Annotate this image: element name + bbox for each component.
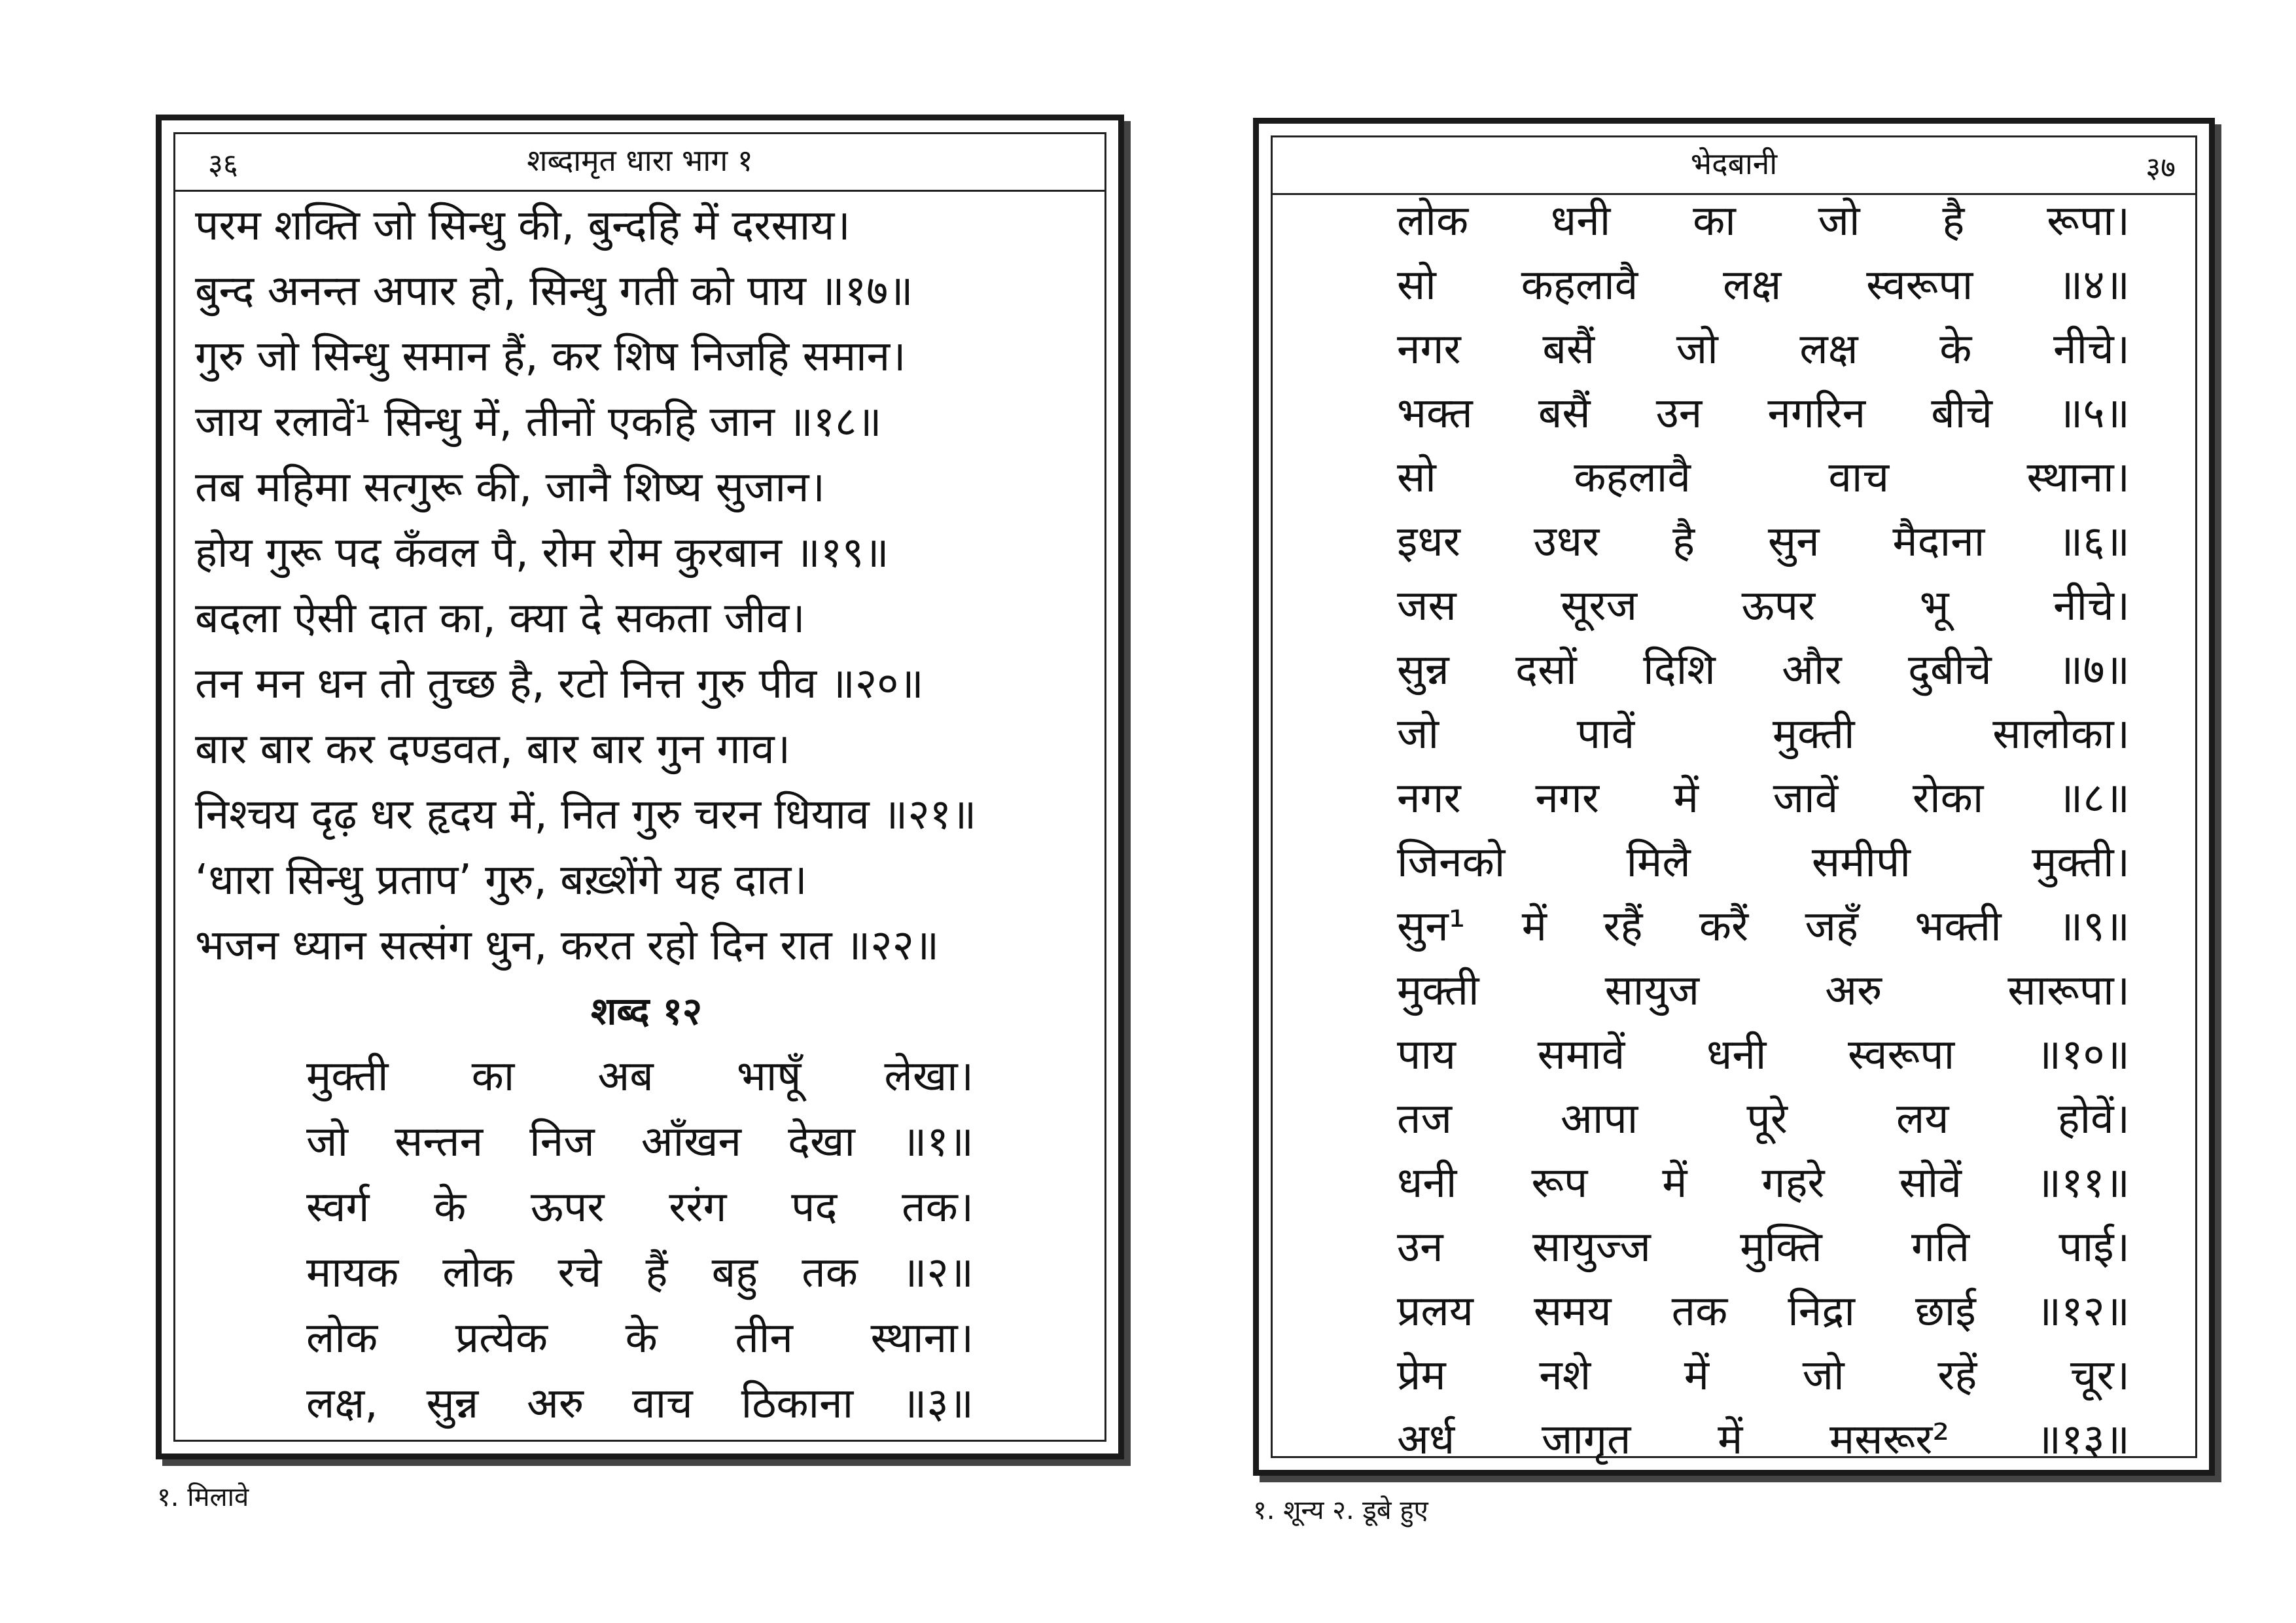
verse-line: प्रेम नशे में जो रहें चूर। xyxy=(1397,1351,2130,1400)
verse-line: बार बार कर दण्डवत, बार बार गुन गाव। xyxy=(195,725,790,774)
verse-line: बुन्द अनन्त अपार हो, सिन्धु गती को पाय ॥१७॥ xyxy=(195,267,913,315)
section-heading: शब्द १२ xyxy=(590,989,703,1033)
running-head: शब्दामृत धारा भाग १ xyxy=(527,143,753,178)
verse-line: बदला ऐसी दात का, क्या दे सकता जीव। xyxy=(195,594,805,643)
left-page xyxy=(156,115,1124,1459)
verse-line: पाय समावें धनी स्वरूपा ॥१०॥ xyxy=(1397,1031,2130,1079)
verse-line: जो सन्तन निज आँखन देखा ॥१॥ xyxy=(306,1118,974,1166)
right-page xyxy=(1253,118,2215,1476)
running-head: भेदबानी xyxy=(1690,146,1778,181)
verse-line: प्रलय समय तक निद्रा छाई ॥१२॥ xyxy=(1397,1287,2130,1336)
verse-line: तज आपा पूरे लय होवें। xyxy=(1397,1095,2130,1143)
verse-line: मायक लोक रचे हैं बहु तक ॥२॥ xyxy=(306,1249,974,1297)
page-number: ३७ xyxy=(2146,151,2176,185)
verse-line: गुरु जो सिन्धु समान हैं, कर शिष निजहि समान। xyxy=(195,332,906,381)
verse-line: लक्ष, सुन्न अरु वाच ठिकाना ॥३॥ xyxy=(306,1380,974,1428)
right-page-header xyxy=(1273,137,2195,195)
page-number: ३६ xyxy=(208,148,238,181)
verse-line: भक्त बसैं उन नगरिन बीचे ॥५॥ xyxy=(1397,389,2130,438)
verse-line: भजन ध्यान सत्संग धुन, करत रहो दिन रात ॥२२॥ xyxy=(195,921,940,970)
verse-line: उन सायुज्ज मुक्ति गति पाई। xyxy=(1397,1223,2130,1272)
verse-line: लोक प्रत्येक के तीन स्थाना। xyxy=(306,1314,974,1363)
verse-line: तब महिमा सत्गुरू की, जानै शिष्य सुजान। xyxy=(195,463,825,512)
verse-line: इधर उधर है सुन मैदाना ॥६॥ xyxy=(1397,518,2130,566)
footnote: १. शून्य २. डूबे हुए xyxy=(1253,1495,1428,1525)
verse-line: जस सूरज ऊपर भू नीचे। xyxy=(1397,582,2130,630)
verse-line: सो कहलावै वाच स्थाना। xyxy=(1397,454,2130,502)
left-page-header xyxy=(175,134,1104,192)
verse-line: मुक्ती का अब भाषूँ लेखा। xyxy=(306,1052,974,1101)
verse-line: मुक्ती सायुज अरु सारूपा। xyxy=(1397,967,2130,1015)
verse-line: जिनको मिलै समीपी मुक्ती। xyxy=(1397,838,2130,887)
verse-line: स्वर्ग के ऊपर ररंग पद तक। xyxy=(306,1183,974,1232)
left-page-inner-border xyxy=(173,132,1106,1442)
verse-line: धनी रूप में गहरे सोवें ॥११॥ xyxy=(1397,1159,2130,1207)
verse-line: लोक धनी का जो है रूपा। xyxy=(1397,197,2130,245)
verse-line: नगर नगर में जावें रोका ॥८॥ xyxy=(1397,774,2130,823)
verse-line: नगर बसैं जो लक्ष के नीचे। xyxy=(1397,325,2130,374)
footnote: १. मिलावे xyxy=(157,1482,249,1512)
verse-line: सो कहलावै लक्ष स्वरूपा ॥४॥ xyxy=(1397,261,2130,310)
verse-line: जाय रलावें¹ सिन्धु में, तीनों एकहि जान ॥१८॥ xyxy=(195,398,882,446)
verse-line: होय गुरू पद कँवल पै, रोम रोम कुरबान ॥१९॥ xyxy=(195,529,889,577)
verse-line: सुन्न दसों दिशि और दुबीचे ॥७॥ xyxy=(1397,646,2130,694)
verse-line: सुन¹ में रहैं करैं जहँ भक्ती ॥९॥ xyxy=(1397,902,2130,951)
verse-line: निश्चय दृढ़ धर हृदय में, नित गुरु चरन धियाव ॥२१॥ xyxy=(195,791,977,839)
right-page-inner-border xyxy=(1271,135,2197,1464)
verse-line: तन मन धन तो तुच्छ है, रटो नित्त गुरु पीव ॥२०॥ xyxy=(195,660,924,708)
verse-line: जो पावें मुक्ती सालोका। xyxy=(1397,710,2130,758)
verse-line: परम शक्ति जो सिन्धु की, बुन्दहि में दरसाय। xyxy=(195,202,851,250)
verse-line: अर्ध जागृत में मसरूर² ॥१३॥ xyxy=(1397,1416,2130,1464)
verse-line: ‘धारा सिन्धु प्रताप’ गुरु, बख़्शेंगे यह दात। xyxy=(195,856,807,904)
